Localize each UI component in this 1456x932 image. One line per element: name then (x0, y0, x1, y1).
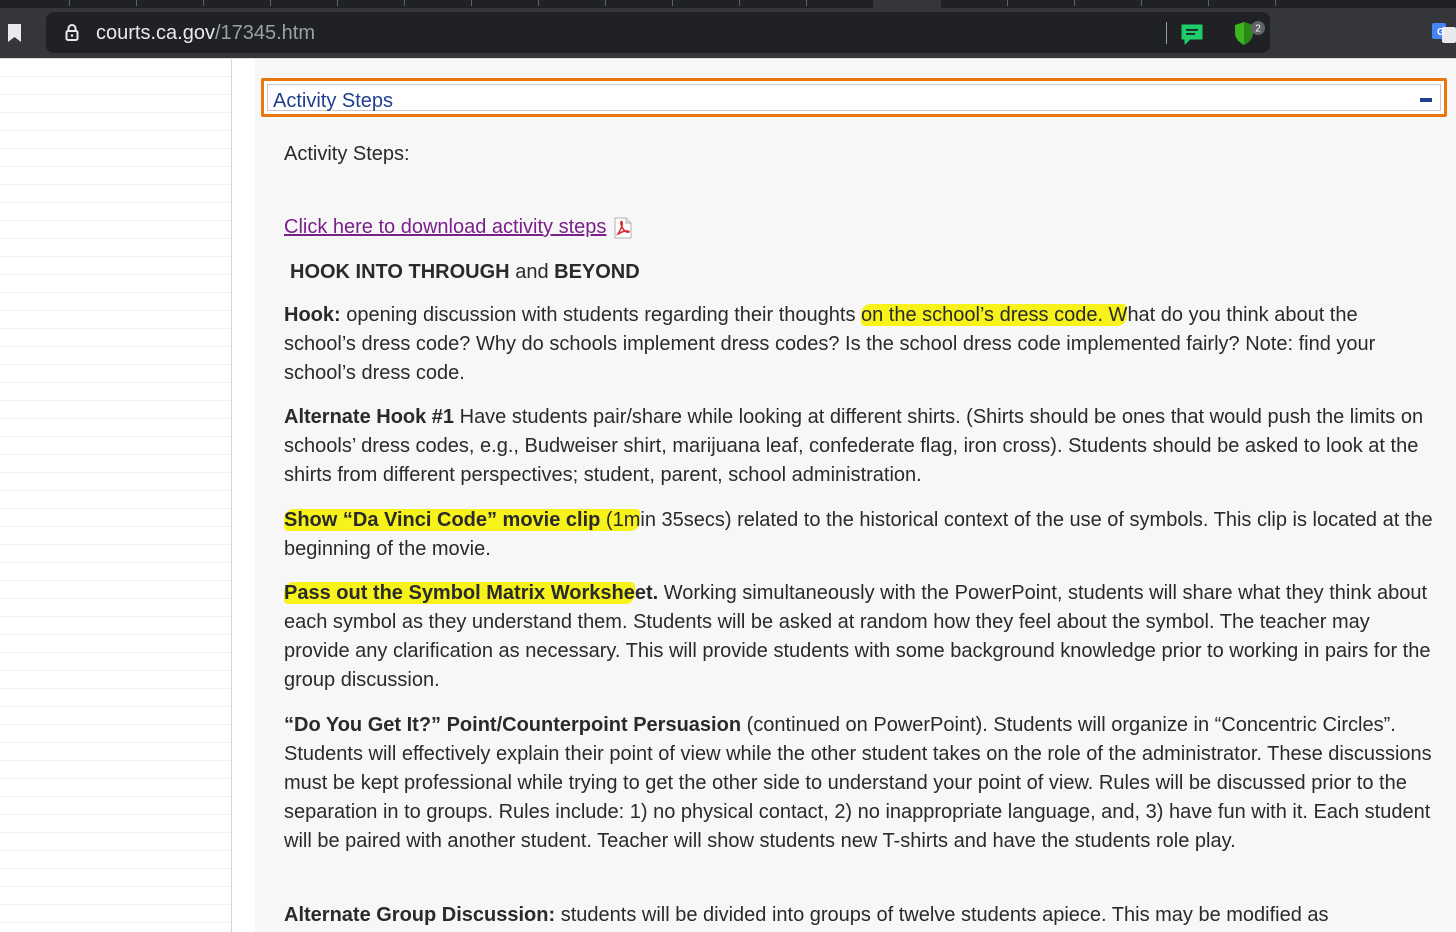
hook-highlight: on the school’s dress code. W (861, 304, 1128, 326)
browser-toolbar (0, 8, 1456, 58)
collapse-icon[interactable] (1420, 98, 1432, 102)
alternate-hook-label: Alternate Hook #1 (284, 406, 455, 428)
tab-divider (806, 0, 807, 6)
da-vinci-paragraph (284, 506, 1434, 564)
download-activity-steps-link[interactable]: Click here to download activity steps (284, 216, 607, 238)
bookmark-icon[interactable] (7, 23, 22, 43)
section-heading (290, 259, 640, 285)
lock-icon[interactable] (64, 23, 80, 41)
hook-paragraph (284, 301, 1434, 388)
url-domain: courts.ca.gov (96, 22, 215, 44)
url-path: /17345.htm (214, 22, 316, 44)
omnibox-separator (1166, 22, 1167, 44)
tab-divider (538, 0, 539, 6)
hook-text-2: hat do you think about the school’s dress code? Why do schools implement dress codes? Is the school dress code implemented fairly? Note: find your school’s dress code. (284, 304, 1376, 384)
tab-divider (471, 0, 472, 6)
da-vinci-label: Show “Da Vinci Code” movie clip (284, 509, 601, 531)
alternate-hook-text: Have students pair/share while looking at different shirts. (Shirts should be ones that would push the limits on schools’ dress codes, e.g., Budweiser shirt, marijuana leaf, confederate flag, iron cross). Students should be asked to look at the shirts from different perspectives; student, parent, school administration. (284, 406, 1424, 486)
da-vinci-text: in 35secs) related to the historical context of the use of symbols. This clip is located at the beginning of the movie. (284, 509, 1433, 560)
tab-divider (605, 0, 606, 6)
heading-part-1: HOOK INTO THROUGH (290, 261, 510, 283)
heading-part-2: and (509, 261, 555, 283)
tab-divider (337, 0, 338, 6)
tab-divider (1074, 0, 1075, 6)
tab-divider (136, 0, 137, 6)
pdf-icon[interactable] (613, 217, 633, 239)
symbol-matrix-highlight: Pass out the Symbol Matrix Workshe (284, 582, 635, 604)
tab-divider (1007, 0, 1008, 6)
address-bar[interactable] (46, 12, 1270, 53)
alternate-group-label: Alternate Group Discussion: (284, 904, 556, 926)
heading-part-3: BEYOND (554, 261, 640, 283)
translate-icon[interactable] (1432, 21, 1456, 45)
tab-divider (739, 0, 740, 6)
da-vinci-highlight (284, 509, 640, 531)
alternate-group-text: students will be divided into groups of twelve students apiece. This may be modified as (555, 904, 1329, 926)
da-vinci-highlight-text: (1m (600, 509, 641, 531)
accordion-header[interactable] (267, 84, 1441, 111)
hook-label: Hook: (284, 304, 341, 326)
tab-divider (270, 0, 271, 6)
accordion-activity-steps[interactable] (261, 78, 1447, 117)
persuasion-text: (continued on PowerPoint). Students will organize in “Concentric Circles”. Students will effectively explain their point of view while the other student takes on the role of the administrator. These discussions must be kept professional while trying to get the other side to understand your point of view. Rules will be discussed prior to the separation in to groups. Rules include: 1) no physical contact, 2) no inappropriate language, and, 3) have fun with it. Each student will be paired with another student. Teacher will show students new T-shirts and have the students role play. (284, 714, 1432, 852)
left-sidebar (0, 59, 232, 932)
tab-divider (1141, 0, 1142, 6)
tab-divider (1275, 0, 1276, 6)
tab-divider (203, 0, 204, 6)
active-tab[interactable] (873, 0, 941, 8)
tab-divider (1208, 0, 1209, 6)
svg-text:G: G (1437, 27, 1445, 38)
alternate-group-paragraph (284, 901, 1434, 930)
activity-steps-label: Activity Steps: (284, 143, 410, 165)
extension-badge: 2 (1255, 23, 1261, 35)
tab-divider (672, 0, 673, 6)
persuasion-label: “Do You Get It?” Point/Counterpoint Persuasion (284, 714, 742, 736)
symbol-matrix-paragraph (284, 579, 1434, 695)
hook-text-1: opening discussion with students regarding their thoughts (340, 304, 861, 326)
shield-extension-icon[interactable] (1232, 20, 1266, 48)
tab-divider (404, 0, 405, 6)
sidebar-divider (231, 59, 232, 932)
accordion-title[interactable]: Activity Steps (273, 90, 394, 112)
tab-divider (69, 0, 70, 6)
url-text[interactable] (96, 21, 315, 45)
persuasion-paragraph (284, 711, 1434, 856)
extension-icon[interactable] (1179, 22, 1205, 46)
alternate-hook-paragraph (284, 403, 1434, 490)
tab-strip (0, 0, 1456, 8)
symbol-matrix-label-rest: et. (634, 582, 659, 604)
symbol-matrix-text: Working simultaneously with the PowerPoint, students will share what they think about each symbol as they understand them. Students will be asked at random how they feel about the symbol. The teacher may provide any clarification as necessary. This will provide students with some background knowledge prior to working in pairs for the group discussion. (284, 582, 1431, 691)
